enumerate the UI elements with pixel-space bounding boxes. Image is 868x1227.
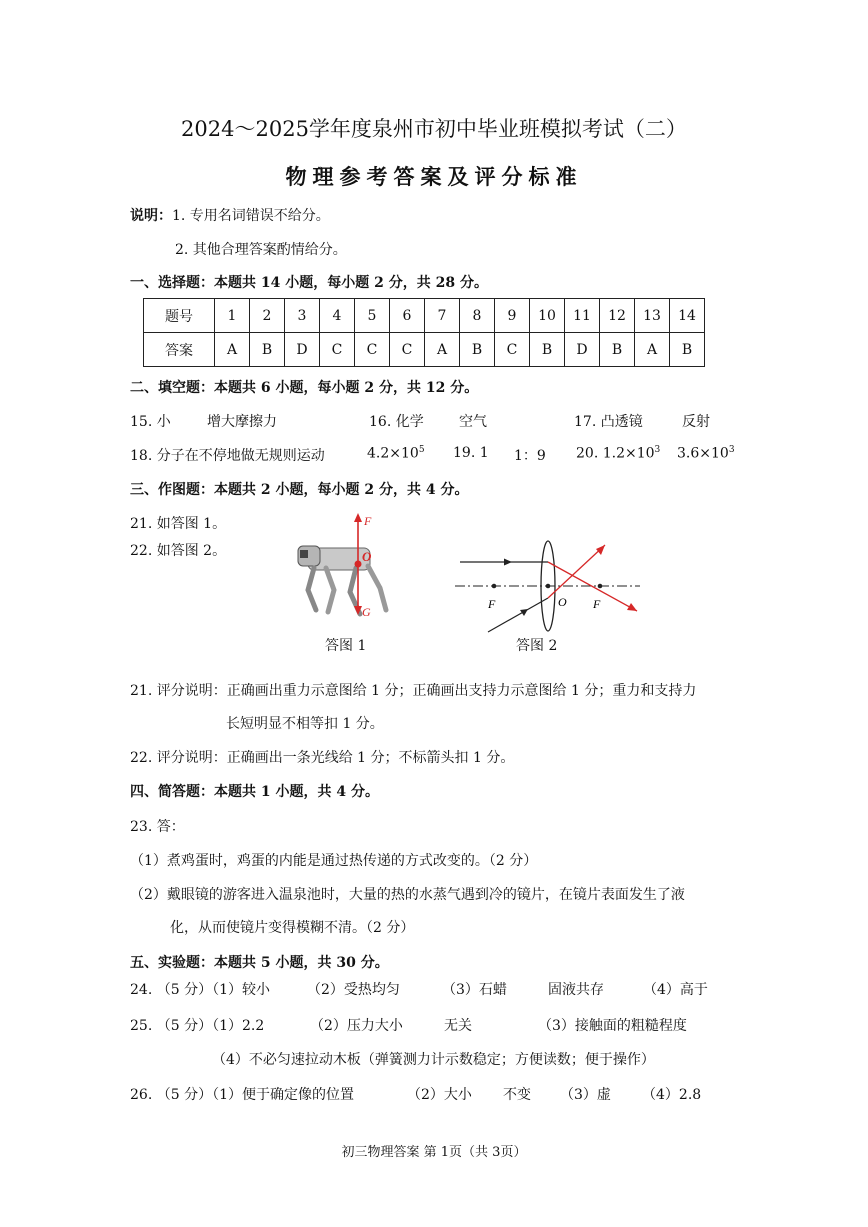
answer-15b: 增大摩擦力: [207, 414, 277, 430]
answer-20: [576, 445, 660, 462]
answer-16: 16. 化学: [369, 414, 424, 430]
answer-24d: 固液共存: [548, 982, 604, 998]
answer-25b: （2）压力大小: [310, 1018, 403, 1034]
point-label-O: O: [362, 549, 372, 564]
answer-19: 19. 1: [453, 445, 489, 461]
answer-24e: （4）高于: [643, 982, 708, 998]
answer-25d: （3）接触面的粗糙程度: [538, 1018, 687, 1034]
answer-22: 22. 如答图 2。: [130, 543, 227, 559]
table-cell: 1: [215, 299, 250, 333]
table-header-a: 答案: [144, 333, 215, 367]
answer-20b: [677, 445, 735, 462]
table-cell: 9: [495, 299, 530, 333]
table-cell: C: [390, 333, 425, 367]
answer-23-part1: （1）煮鸡蛋时，鸡蛋的内能是通过热传递的方式改变的。（2 分）: [130, 853, 538, 869]
answer-26: 26. （5 分）（1）便于确定像的位置: [130, 1087, 354, 1103]
table-cell: A: [215, 333, 250, 367]
table-cell: C: [355, 333, 390, 367]
answer-17: 17. 凸透镜: [574, 414, 643, 430]
table-cell: B: [670, 333, 705, 367]
answer-25e: （4）不必匀速拉动木板（弹簧测力计示数稳定；方便读数；便于操作）: [212, 1052, 655, 1068]
answer-15: 15. 小: [130, 414, 171, 430]
answer-18b-exp: 5: [418, 445, 425, 455]
focal-label-right: F: [593, 597, 601, 611]
scoring-note-22: 22. 评分说明：正确画出一条光线给 1 分；不标箭头扣 1 分。: [130, 750, 515, 766]
table-cell: A: [635, 333, 670, 367]
answer-21: 21. 如答图 1。: [130, 516, 227, 532]
table-cell: 3: [285, 299, 320, 333]
answer-18: 18. 分子在不停地做无规则运动: [130, 448, 325, 464]
table-cell: 11: [565, 299, 600, 333]
table-cell: 5: [355, 299, 390, 333]
table-cell: D: [565, 333, 600, 367]
answer-24c: （3）石蜡: [442, 982, 507, 998]
section1-heading: 一、选择题：本题共 14 小题，每小题 2 分，共 28 分。: [130, 275, 488, 291]
figure-2-lens-diagram: [450, 540, 650, 635]
notes-item-2: 2. 其他合理答案酌情给分。: [175, 242, 347, 258]
table-row-numbers: [144, 299, 705, 333]
notes-line-1: [130, 205, 330, 225]
answer-26e: （4）2.8: [642, 1087, 702, 1103]
answer-key-title: 物理参考答案及评分标准: [285, 164, 583, 189]
answer-17b: 反射: [682, 414, 710, 430]
answer-25c: 无关: [444, 1018, 472, 1034]
answer-20-exp: 3: [654, 445, 661, 455]
section5-heading: 五、实验题：本题共 5 小题，共 30 分。: [130, 955, 389, 971]
answer-26b: （2）大小: [407, 1087, 472, 1103]
table-cell: B: [530, 333, 565, 367]
scoring-note-21-line1: 21. 评分说明：正确画出重力示意图给 1 分；正确画出支持力示意图给 1 分；重力和支持力: [130, 683, 697, 699]
table-cell: C: [495, 333, 530, 367]
table-cell: A: [425, 333, 460, 367]
table-header-q: 题号: [144, 299, 215, 333]
answer-20-base: 20. 1.2×10: [576, 445, 655, 462]
table-cell: 12: [600, 299, 635, 333]
exam-title: 2024～2025学年度泉州市初中毕业班模拟考试（二）: [181, 117, 687, 141]
table-cell: C: [320, 333, 355, 367]
answer-19b: 1：9: [514, 448, 546, 464]
answer-18b-base: 4.2×10: [367, 445, 419, 462]
table-cell: B: [250, 333, 285, 367]
section4-heading: 四、简答题：本题共 1 小题，共 4 分。: [130, 784, 379, 800]
table-cell: 10: [530, 299, 565, 333]
table-cell: 4: [320, 299, 355, 333]
answer-table: [143, 298, 705, 367]
page-footer: 初三物理答案 第 1页（共 3页）: [341, 1145, 527, 1160]
section3-heading: 三、作图题：本题共 2 小题，每小题 2 分，共 4 分。: [130, 482, 469, 498]
table-cell: B: [460, 333, 495, 367]
answer-23-part2-line1: （2）戴眼镜的游客进入温泉池时，大量的热的水蒸气遇到冷的镜片，在镜片表面发生了液: [130, 887, 685, 903]
table-row-answers: [144, 333, 705, 367]
table-cell: B: [600, 333, 635, 367]
scoring-note-21-line2: 长短明显不相等扣 1 分。: [226, 716, 384, 732]
table-cell: 7: [425, 299, 460, 333]
answer-26d: （3）虚: [560, 1087, 611, 1103]
table-cell: 13: [635, 299, 670, 333]
notes-label: 说明：: [130, 208, 172, 224]
notes-item-1: 1. 专用名词错误不给分。: [172, 208, 330, 224]
answer-25: 25. （5 分）（1）2.2: [130, 1018, 265, 1034]
figure-1-caption: 答图 1: [325, 638, 367, 654]
table-cell: 2: [250, 299, 285, 333]
table-cell: 8: [460, 299, 495, 333]
force-label-F: F: [364, 514, 372, 528]
section2-heading: 二、填空题：本题共 6 小题，每小题 2 分，共 12 分。: [130, 380, 479, 396]
force-label-G: G: [362, 605, 371, 619]
answer-24b: （2）受热均匀: [307, 982, 400, 998]
answer-16b: 空气: [459, 414, 487, 430]
table-cell: D: [285, 333, 320, 367]
answer-23-part2-line2: 化，从而使镜片变得模糊不清。（2 分）: [170, 920, 415, 936]
figure-2-caption: 答图 2: [516, 638, 558, 654]
optical-center-label: O: [558, 595, 567, 609]
answer-24: 24. （5 分）（1）较小: [130, 982, 270, 998]
answer-18b: [367, 445, 425, 462]
table-cell: 6: [390, 299, 425, 333]
table-cell: 14: [670, 299, 705, 333]
answer-20b-exp: 3: [728, 445, 735, 455]
figure-1-robot-dog: [290, 510, 400, 640]
focal-label-left: F: [488, 597, 496, 611]
answer-26c: 不变: [503, 1087, 531, 1103]
answer-23: 23. 答：: [130, 819, 185, 835]
answer-20b-base: 3.6×10: [677, 445, 729, 462]
